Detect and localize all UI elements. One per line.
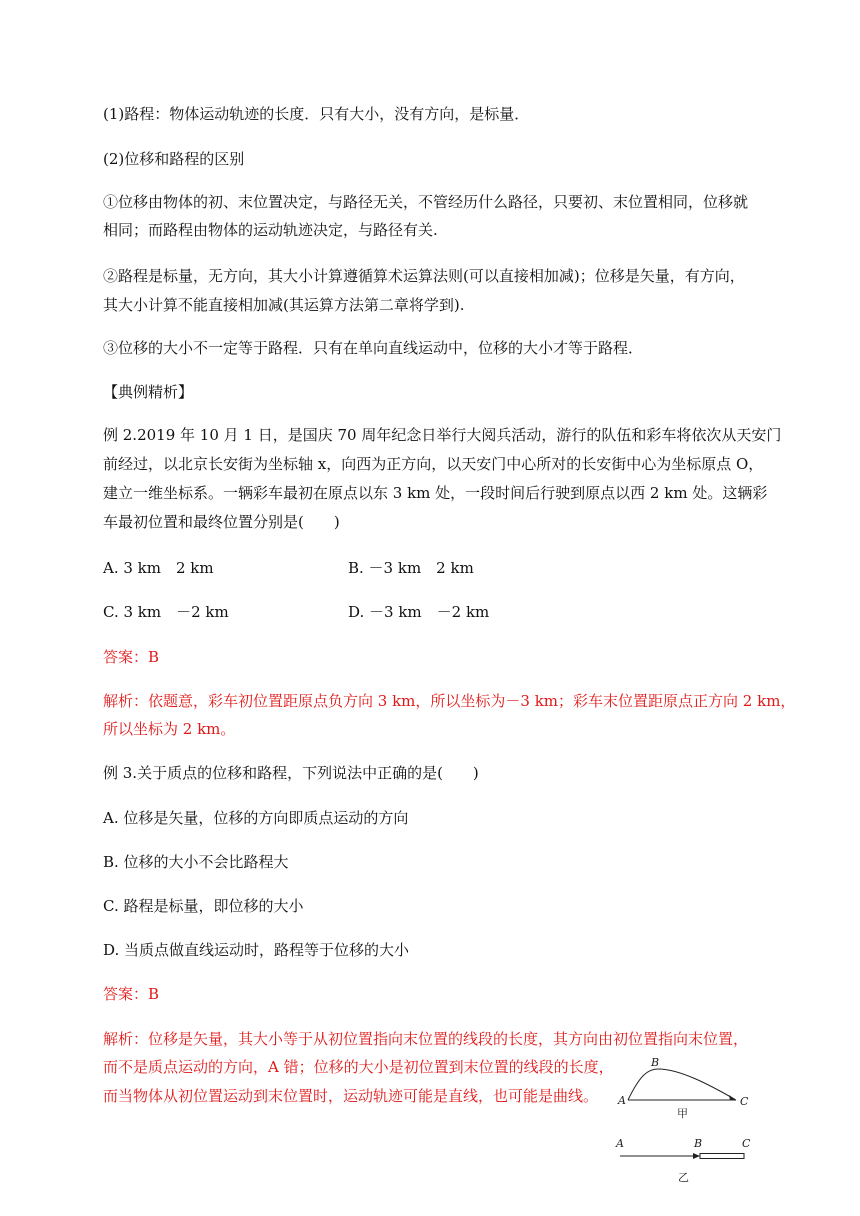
paragraph-path-definition: (1)路程：物体运动轨迹的长度．只有大小，没有方向，是标量． — [103, 105, 530, 123]
trajectory-figure — [610, 1055, 760, 1195]
caption-jia: 甲 — [677, 1107, 688, 1120]
example2-question-line2: 前经过，以北京长安街为坐标轴 x，向西为正方向，以天安门中心所对的长安街中心为坐标原点 O， — [103, 455, 764, 473]
example2-option-a: A. 3 km 2 km — [103, 559, 214, 577]
example3-option-a: A. 位移是矢量，位移的方向即质点运动的方向 — [103, 809, 409, 827]
example3-option-b: B. 位移的大小不会比路程大 — [103, 853, 289, 871]
arrow-head-yi — [693, 1153, 700, 1159]
example2-analysis-line2: 所以坐标为 2 km。 — [103, 720, 236, 738]
example3-analysis-line3: 而当物体从初位置运动到末位置时，运动轨迹可能是直线，也可能是曲线。 — [103, 1087, 599, 1105]
example2-question-line3: 建立一维坐标系。一辆彩车最初在原点以东 3 km 处，一段时间后行驶到原点以西 2 km 处。这辆彩 — [103, 484, 768, 502]
example3-answer: 答案：B — [103, 985, 160, 1003]
arrow-head-jia — [729, 1095, 736, 1101]
example2-option-b: B. －3 km 2 km — [348, 559, 474, 577]
example2-option-c: C. 3 km －2 km — [103, 603, 229, 621]
example2-question-line4: 车最初位置和最终位置分别是( ) — [103, 513, 340, 531]
label-a-jia: A — [618, 1094, 626, 1107]
label-a-yi: A — [616, 1137, 624, 1150]
paragraph-difference-heading: (2)位移和路程的区别 — [103, 150, 245, 168]
example3-analysis-line1: 解析：位移是矢量，其大小等于从初位置指向末位置的线段的长度，其方向由初位置指向末位置， — [103, 1030, 749, 1048]
label-b-jia: B — [651, 1056, 660, 1069]
section-heading: 【典例精析】 — [103, 383, 194, 401]
example3-analysis-line2: 而不是质点运动的方向，A 错；位移的大小是初位置到末位置的线段的长度， — [103, 1058, 614, 1076]
paragraph-point1-line2: 相同；而路程由物体的运动轨迹决定，与路径有关. — [103, 221, 438, 239]
paragraph-point3: ③位移的大小不一定等于路程．只有在单向直线运动中，位移的大小才等于路程． — [103, 339, 644, 357]
example3-option-d: D. 当质点做直线运动时，路程等于位移的大小 — [103, 941, 410, 959]
paragraph-point1-line1: ①位移由物体的初、末位置决定，与路径无关，不管经历什么路径，只要初、末位置相同，位移就 — [103, 193, 749, 211]
segment-bc-yi — [700, 1154, 744, 1159]
caption-yi: 乙 — [678, 1171, 689, 1184]
example3-option-c: C. 路程是标量，即位移的大小 — [103, 897, 304, 915]
example3-question: 例 3.关于质点的位移和路程，下列说法中正确的是( ) — [103, 764, 479, 782]
curve-path-jia — [628, 1069, 736, 1100]
label-c-yi: C — [742, 1137, 751, 1150]
label-b-yi: B — [694, 1137, 703, 1150]
paragraph-point2-line1: ②路程是标量，无方向，其大小计算遵循算术运算法则(可以直接相加减)；位移是矢量，有方向， — [103, 267, 745, 285]
example2-option-d: D. －3 km －2 km — [348, 603, 490, 621]
paragraph-point2-line2: 其大小计算不能直接相加减(其运算方法第二章将学到). — [103, 296, 465, 314]
example2-question-line1: 例 2.2019 年 10 月 1 日，是国庆 70 周年纪念日举行大阅兵活动，游行的队伍和彩车将依次从天安门 — [103, 426, 782, 444]
example2-answer: 答案：B — [103, 648, 160, 666]
example2-analysis-line1: 解析：依题意，彩车初位置距原点负方向 3 km，所以坐标为－3 km；彩车末位置距原点正方向 2 km， — [103, 692, 796, 710]
label-c-jia: C — [740, 1095, 749, 1108]
